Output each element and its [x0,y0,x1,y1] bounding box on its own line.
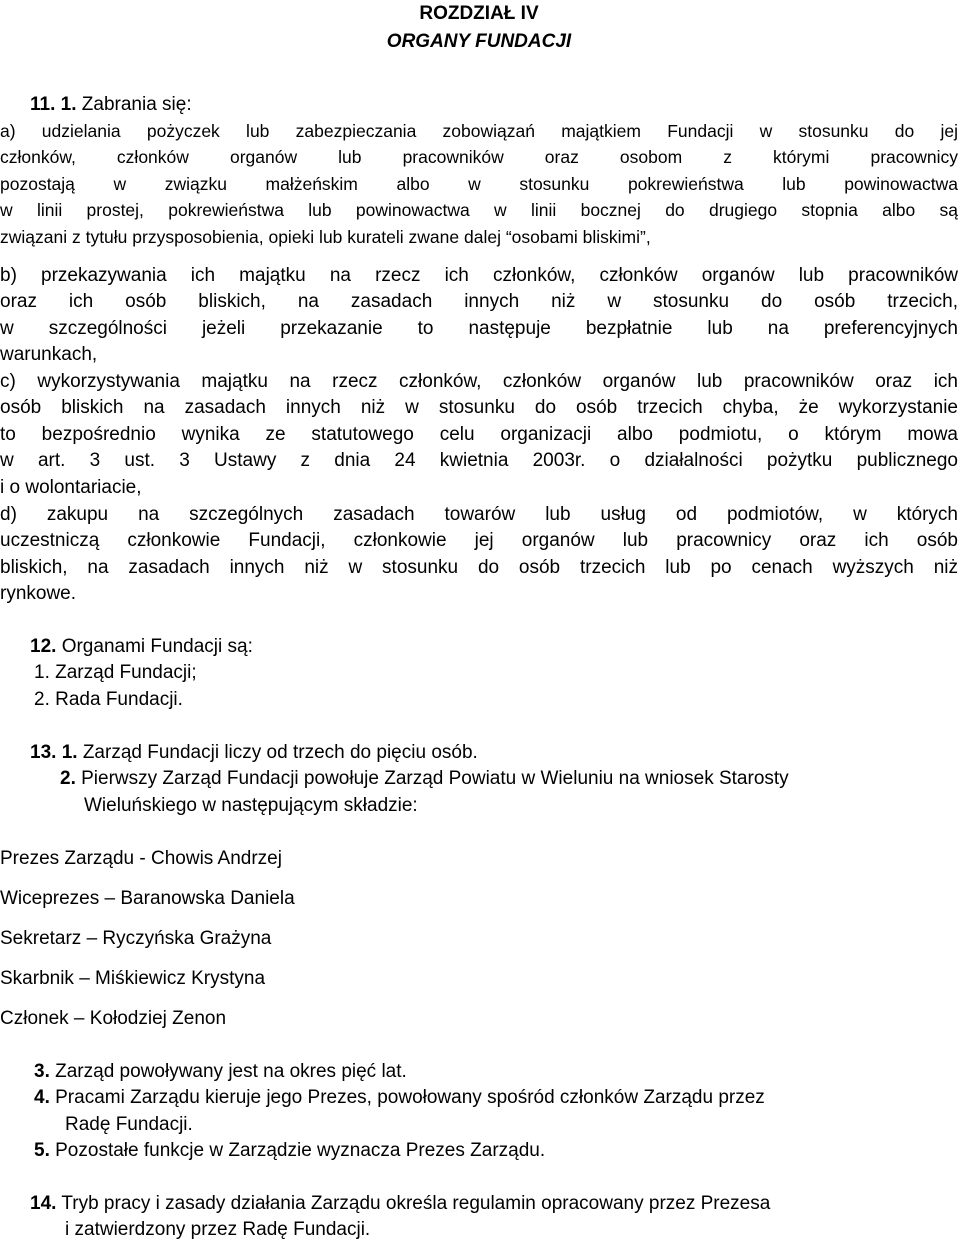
paragraph-line: w linii prostej, pokrewieństwa lub powinowactwa w linii bocznej do drugiego stopnia albo są [0,200,958,221]
paragraph-line: rynkowe. [0,583,77,605]
board-member: Skarbnik – Miśkiewicz Krystyna [0,968,266,989]
paragraph-line: osób bliskich na zasadach innych niż w stosunku do osób trzecich chyba, że wykorzystanie [0,397,958,419]
board-member: Wiceprezes – Baranowska Daniela [0,888,295,909]
section-11-number: 11. 1. [30,94,77,115]
board-member: Członek – Kołodziej Zenon [0,1008,227,1029]
list-item: 1. Zarząd Fundacji; [34,662,197,684]
section-14: 14. Tryb pracy i zasady działania Zarządu określa regulamin opracowany przez Prezesa i zatwierdzony przez Radę Fundacji. [30,1193,771,1241]
section-13-number: 13. 1. [30,742,78,763]
paragraph-line: a) udzielania pożyczek lub zabezpieczania zobowiązań majątkiem Fundacji w stosunku do jej [0,121,958,141]
section-11 [0,92,958,118]
paragraph-line: oraz ich osób bliskich, na zasadach innych niż w stosunku do osób trzecich, [0,291,958,313]
paragraph-line: warunkach, [0,344,98,366]
board-member: Prezes Zarządu - Chowis Andrzej [0,848,282,869]
paragraph-line: członków, członków organów lub pracowników oraz osobom z którymi pracownicy [0,147,958,168]
section-13-continued: 3. Zarząd powoływany jest na okres pięć lat. 4. Pracami Zarządu kieruje jego Prezes, powołowany spośród członków Zarządu przez Radę Fundacji. 5. Pozostałe funkcje w Zarządzie wyznacza Prezes Zarządu. [34,1061,765,1162]
section-11-b [0,263,958,369]
section-12-number: 12. [30,636,57,657]
section-14-number: 14. [30,1193,57,1214]
paragraph-line: to bezpośrednio wynika ze statutowego celu organizacji albo podmiotu, o którym mowa [0,423,958,445]
paragraph-line: w szczególności jeżeli przekazanie to następuje bezpłatnie lub na preferencyjnych [0,317,958,339]
paragraph-line: uczestniczą członkowie Fundacji, członkowie jej organów lub pracownicy oraz ich osób [0,530,958,552]
section-11-intro: 11. 1. Zabrania się: [30,94,192,115]
paragraph-line: w art. 3 ust. 3 Ustawy z dnia 24 kwietnia 2003r. o działalności pożytku publicznego [0,450,958,472]
paragraph-line: b) przekazywania ich majątku na rzecz ich członków, członków organów lub pracowników [0,265,958,286]
paragraph-line: związani z tytułu przysposobienia, opieki lub kurateli zwane dalej “osobami bliskimi”, [0,226,651,247]
chapter-header [0,0,958,56]
chapter-title: ROZDZIAŁ IV [419,3,539,24]
paragraph-line: i o wolontariacie, [0,476,142,498]
paragraph-line: d) zakupu na szczególnych zasadach towarów lub usług od podmiotów, w których [0,504,958,525]
list-item: 2. Rada Fundacji. [34,688,183,710]
paragraph-line: pozostają w związku małżeńskim albo w stosunku pokrewieństwa lub powinowactwa [0,173,958,194]
section-12: 12. Organami Fundacji są: 1. Zarząd Fundacji; 2. Rada Fundacji. [0,634,958,713]
section-13: 13. 1. Zarząd Fundacji liczy od trzech do pięciu osób. 2. Pierwszy Zarząd Fundacji powołuje Zarząd Powiatu w Wieluniu na wniosek Starosty Wieluńskiego w następującym składzie: [30,742,789,816]
section-11-c [0,369,958,501]
paragraph-line: c) wykorzystywania majątku na rzecz członków, członków organów lub pracowników oraz ich [0,371,958,392]
board-member: Sekretarz – Ryczyńska Grażyna [0,928,272,949]
chapter-subtitle: ORGANY FUNDACJI [386,31,572,52]
paragraph-line: bliskich, na zasadach innych niż w stosunku do osób trzecich lub po cenach wyższych niż [0,556,958,578]
section-11-a [0,118,958,250]
section-11-d [0,502,958,608]
